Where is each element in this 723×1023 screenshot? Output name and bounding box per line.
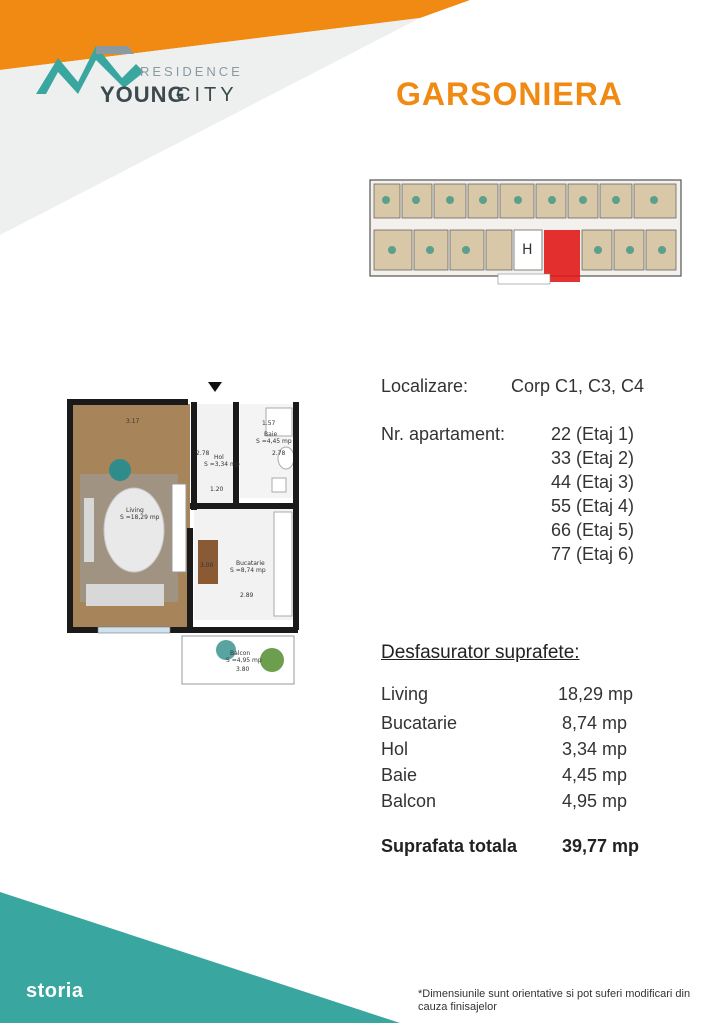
logo-residence-text: RESIDENCE xyxy=(140,64,243,79)
area-row-name: Balcon xyxy=(381,791,437,811)
baie-label: Baie xyxy=(264,431,278,438)
area-row-value: 18,29 mp xyxy=(558,684,634,704)
dim-3-00: 3.00 xyxy=(200,562,214,569)
dim-1-57: 1.57 xyxy=(262,420,276,427)
hol-area-label: S =3,34 mp xyxy=(204,461,240,468)
apartment-item: 77 (Etaj 6) xyxy=(551,544,635,564)
disclaimer-text: *Dimensiunile sunt orientative si pot suferi modificari din cauza finisajelor xyxy=(418,988,691,1013)
living-area-label: S =18,29 mp xyxy=(120,514,160,521)
dim-3-17: 3.17 xyxy=(126,418,140,425)
area-row-value: 4,45 mp xyxy=(562,765,628,785)
bucatarie-area-label: S =8,74 mp xyxy=(230,567,266,574)
building-floorplan xyxy=(368,170,683,288)
apartment-item: 55 (Etaj 4) xyxy=(551,496,635,516)
hol-label: Hol xyxy=(214,454,224,461)
bucatarie-label: Bucatarie xyxy=(236,560,265,567)
logo-young-text: YOUNG xyxy=(100,82,186,107)
living-label: Living xyxy=(126,507,144,514)
logo-city-text: CITY xyxy=(176,84,238,106)
location-label: Localizare: xyxy=(381,376,469,396)
area-row-value: 3,34 mp xyxy=(562,739,628,759)
dim-2-78-baie: 2.78 xyxy=(272,450,286,457)
apartment-item: 66 (Etaj 5) xyxy=(551,520,635,540)
svg-text:H: H xyxy=(522,242,533,258)
apartment-item: 44 (Etaj 3) xyxy=(551,472,635,492)
baie-area-label: S =4,45 mp xyxy=(256,438,292,445)
location-value: Corp C1, C3, C4 xyxy=(511,376,645,396)
apartment-floorplan xyxy=(60,378,310,690)
young-city-logo xyxy=(36,40,243,110)
areas-heading: Desfasurator suprafete: xyxy=(381,642,580,663)
balcon-label: Balcon xyxy=(230,650,251,657)
dim-2-78-hol: 2.78 xyxy=(196,450,210,457)
apartment-number-label: Nr. apartament: xyxy=(381,424,506,444)
apartment-item: 33 (Etaj 2) xyxy=(551,448,635,468)
storia-logo: storia xyxy=(26,980,84,1002)
area-row-value: 8,74 mp xyxy=(562,713,628,733)
total-area-label: Suprafata totala xyxy=(381,836,518,856)
dim-3-80: 3.80 xyxy=(236,666,250,673)
dim-1-20: 1.20 xyxy=(210,486,224,493)
area-row-name: Bucatarie xyxy=(381,713,458,733)
apartment-item: 22 (Etaj 1) xyxy=(551,424,635,444)
balcon-area-label: S =4,95 mp xyxy=(226,657,262,664)
dim-2-89: 2.89 xyxy=(240,592,254,599)
area-row-value: 4,95 mp xyxy=(562,791,628,811)
area-row-name: Baie xyxy=(381,765,418,785)
area-row-name: Hol xyxy=(381,739,409,759)
area-row-name: Living xyxy=(381,684,429,704)
total-area-value: 39,77 mp xyxy=(562,836,640,856)
page-title: GARSONIERA xyxy=(396,76,623,112)
